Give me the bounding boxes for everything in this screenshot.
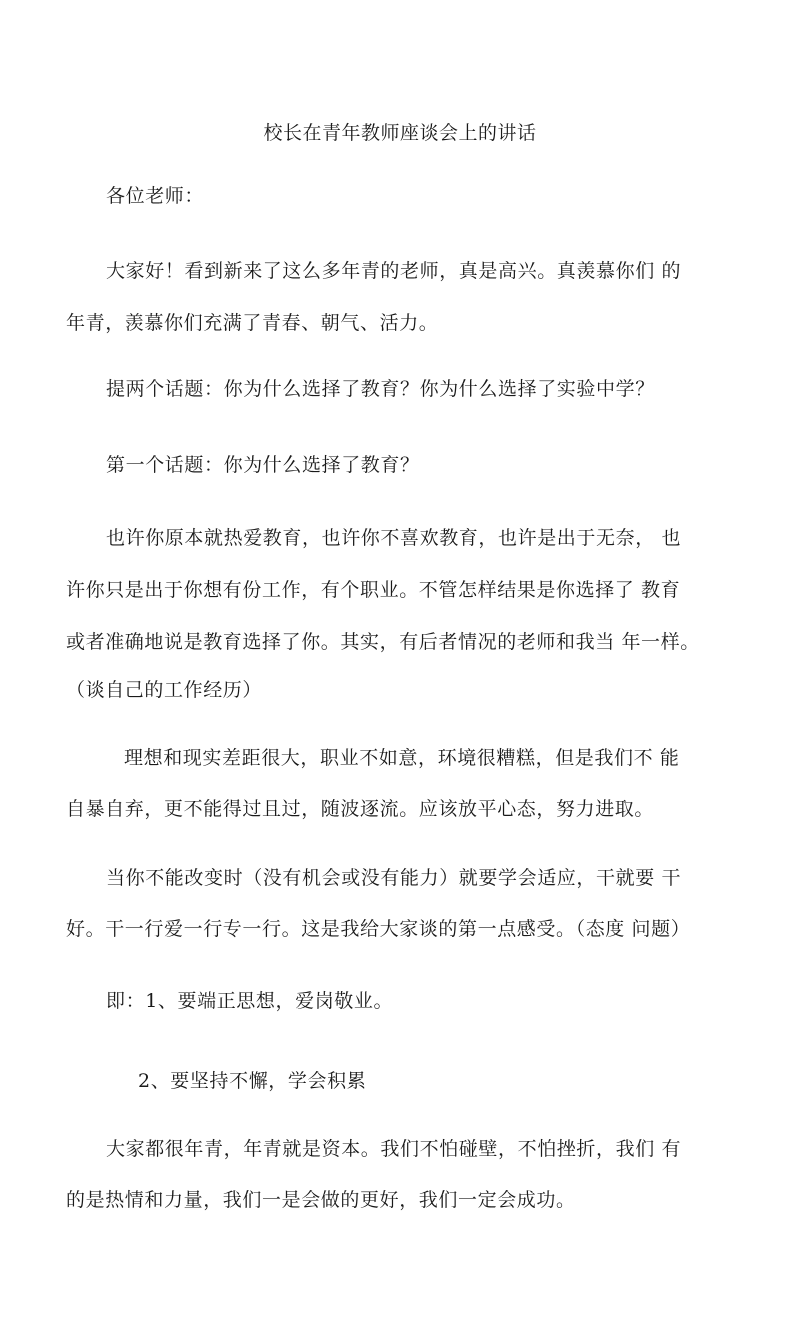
paragraph-line: 理想和现实差距很大，职业不如意，环境很糟糕，但是我们不 能 <box>124 747 680 769</box>
paragraph-line: 大家好！看到新来了这么多年青的老师，真是高兴。真羡慕你们 的 <box>106 260 682 282</box>
paragraph-line: 大家都很年青，年青就是资本。我们不怕碰壁，不怕挫折，我们 有 <box>106 1138 682 1160</box>
greeting: 各位老师： <box>106 185 205 207</box>
document-title: 校长在青年教师座谈会上的讲话 <box>263 122 537 144</box>
paragraph-line: 好。干一行爱一行专一行。这是我给大家谈的第一点感受。（态度 问题） <box>66 918 691 940</box>
paragraph-line: 自暴自弃，更不能得过且过，随波逐流。应该放平心态，努力进取。 <box>66 798 655 820</box>
paragraph-line: 提两个话题：你为什么选择了教育？你为什么选择了实验中学？ <box>106 378 655 400</box>
paragraph-line: 2、要坚持不懈，学会积累 <box>138 1070 367 1092</box>
paragraph-line: 第一个话题：你为什么选择了教育？ <box>106 454 420 476</box>
paragraph-line: 年青，羡慕你们充满了青春、朝气、活力。 <box>66 312 439 334</box>
paragraph-line: 的是热情和力量，我们一是会做的更好，我们一定会成功。 <box>66 1189 576 1211</box>
paragraph-line: 也许你原本就热爱教育，也许你不喜欢教育，也许是出于无奈， 也 <box>106 527 682 549</box>
paragraph-line: 许你只是出于你想有份工作，有个职业。不管怎样结果是你选择了 教育 <box>66 579 681 601</box>
paragraph-line: 当你不能改变时（没有机会或没有能力）就要学会适应，干就要 干 <box>106 867 682 889</box>
paragraph-line: （谈自己的工作经历） <box>66 679 263 701</box>
paragraph-line: 或者准确地说是教育选择了你。其实，有后者情况的老师和我当 年一样。 <box>66 631 700 653</box>
paragraph-line: 即：1、要端正思想，爱岗敬业。 <box>106 990 394 1012</box>
